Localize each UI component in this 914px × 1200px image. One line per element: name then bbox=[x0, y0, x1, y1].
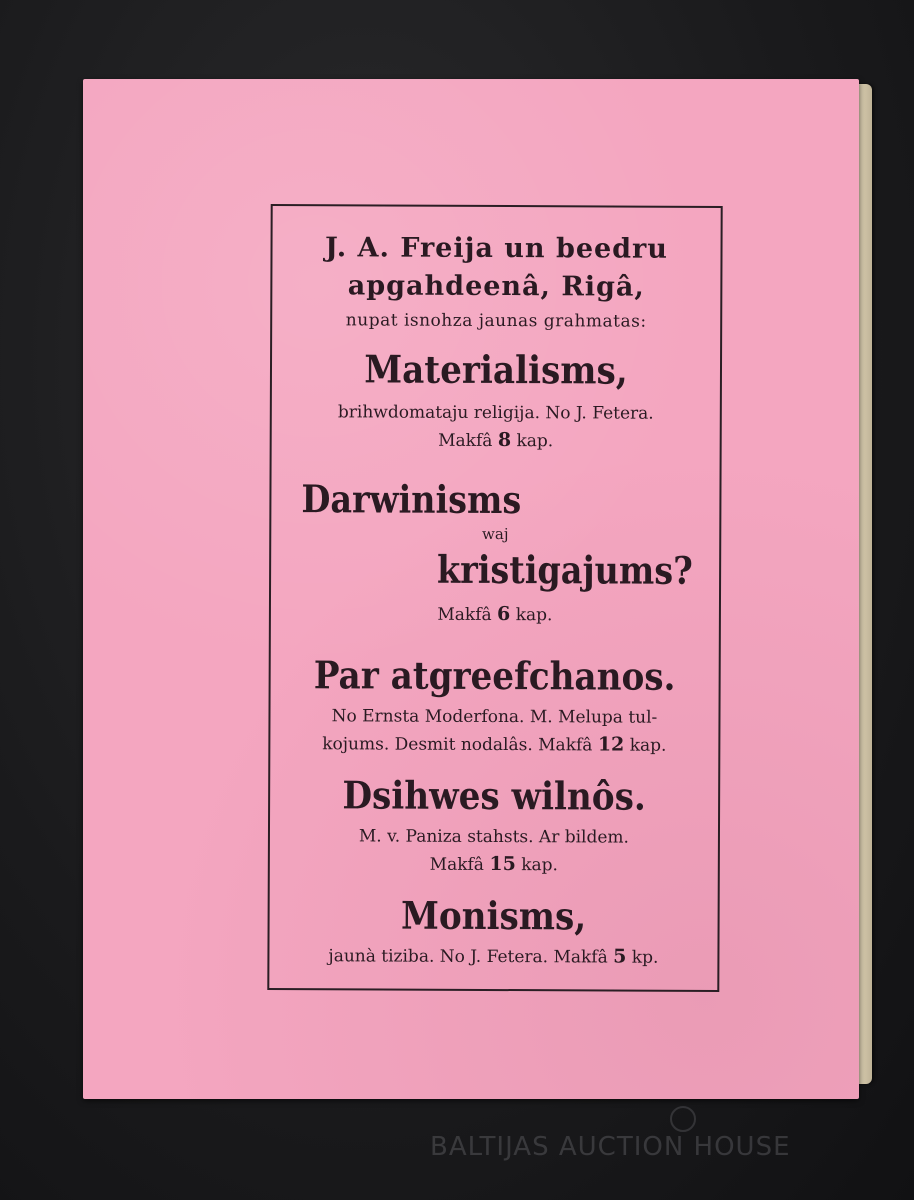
price-unit: kap. bbox=[521, 855, 559, 876]
price-prefix: Makfâ bbox=[437, 604, 492, 625]
watermark-logo-icon bbox=[670, 1106, 696, 1132]
price-prefix: Makfâ bbox=[438, 430, 493, 451]
price-prefix: kojums. Desmit nodalâs. Makfâ bbox=[322, 734, 593, 756]
price-unit: kap. bbox=[629, 735, 667, 756]
book-connector-waj: waj bbox=[482, 524, 509, 544]
book-price-monisms bbox=[269, 944, 717, 968]
advertisement-frame bbox=[267, 204, 722, 992]
price-value: 5 bbox=[613, 945, 627, 968]
book-price-dsihwes-wilnos bbox=[270, 852, 718, 876]
booklet-back-cover bbox=[83, 79, 859, 1099]
price-prefix: Makfâ bbox=[429, 854, 485, 875]
book-title-atgreefchanos: Par atgreefchanos. bbox=[313, 652, 676, 699]
book-price-materialisms bbox=[272, 428, 720, 452]
book-price-atgreefchanos bbox=[270, 732, 718, 756]
book-title-darwinisms: Darwinisms bbox=[301, 476, 522, 523]
price-unit: kap. bbox=[515, 605, 553, 626]
book-title-dsihwes-wilnos: Dsihwes wilnôs. bbox=[342, 772, 646, 819]
book-title-kristigajums: kristigajums? bbox=[437, 546, 694, 593]
price-prefix: jaunà tiziba. No J. Fetera. Makfâ bbox=[328, 946, 608, 968]
publisher-name: J. A. Freija un beedru bbox=[325, 232, 669, 265]
price-unit: kp. bbox=[631, 947, 659, 968]
book-price-darwinisms bbox=[271, 602, 719, 626]
watermark-text: BALTIJAS AUCTION HOUSE bbox=[430, 1132, 791, 1162]
price-value: 6 bbox=[497, 603, 511, 626]
publisher-location: apgahdeenâ, Rigâ, bbox=[347, 270, 645, 303]
book-desc-materialisms: brihwdomataju religija. No J. Fetera. bbox=[337, 402, 654, 424]
book-title-monisms: Monisms, bbox=[400, 892, 587, 939]
price-unit: kap. bbox=[516, 431, 554, 452]
book-desc-dsihwes-wilnos: M. v. Paniza stahsts. Ar bildem. bbox=[358, 826, 630, 848]
price-value: 12 bbox=[597, 733, 625, 756]
book-title-materialisms: Materialisms, bbox=[364, 346, 628, 393]
publisher-subtitle: nupat isnohza jaunas grahmatas: bbox=[345, 310, 647, 332]
book-desc-atgreefchanos: No Ernsta Moderfona. M. Melupa tul- bbox=[331, 706, 658, 728]
price-value: 15 bbox=[489, 852, 516, 876]
price-value: 8 bbox=[497, 429, 512, 452]
